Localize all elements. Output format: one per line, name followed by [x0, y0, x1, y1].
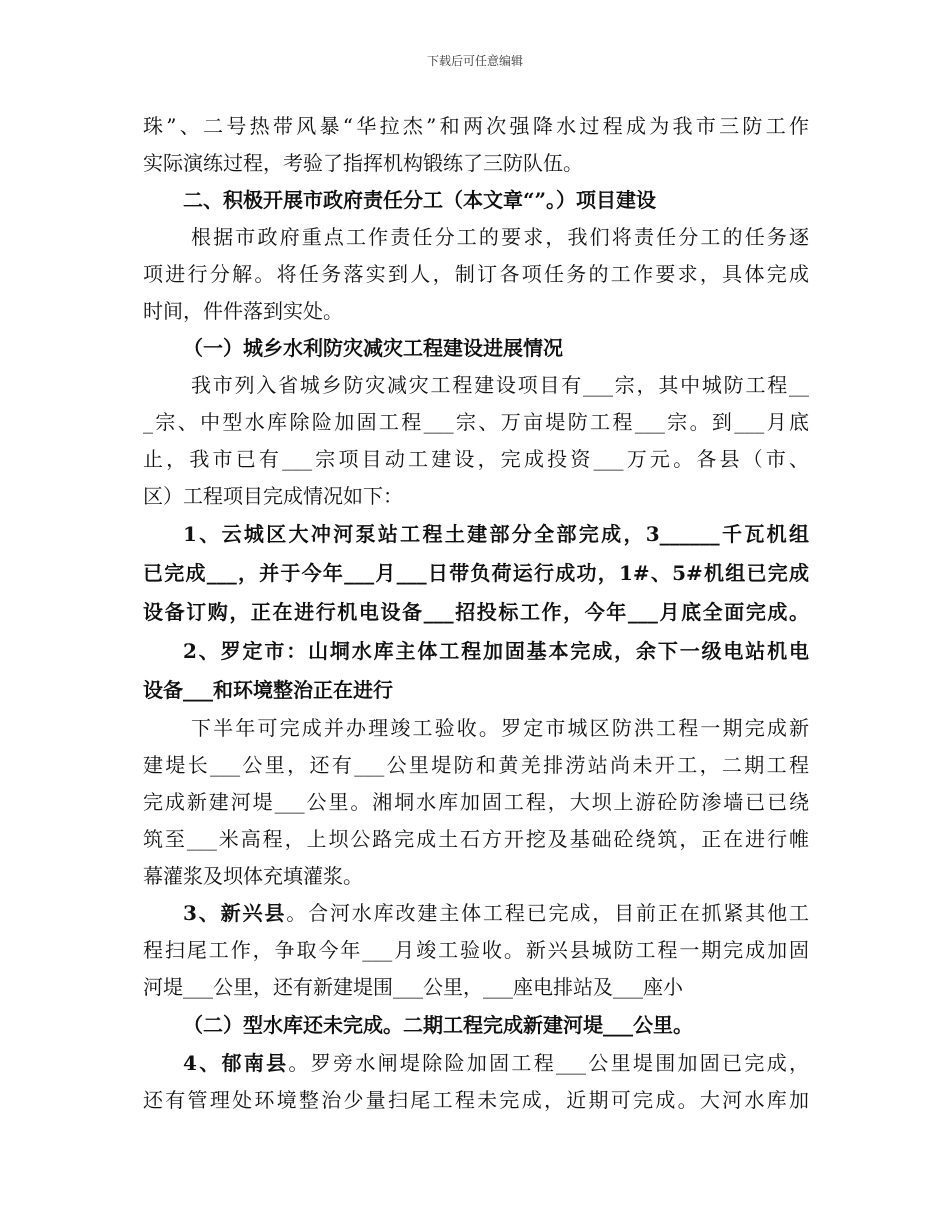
text-line: 河堤___公里，还有新建堤围___公里，___座电排站及___座小 [143, 975, 683, 999]
text-line: 还有管理处环境整治少量扫尾工程未完成，近期可完成。大河水库加 [143, 1088, 809, 1112]
bold-lead: 4、郁南县 [183, 1051, 289, 1075]
text-line: 实际演练过程，考验了指挥机构锻练了三防队伍。 [143, 151, 583, 175]
text-line: 区）工程项目完成情况如下： [143, 484, 403, 508]
text-line: 完成新建河堤___公里。湘垌水库加固工程，大坝上游砼防渗墙已已绕 [143, 790, 809, 814]
text-line: 项进行分解。将任务落实到人，制订各项任务的工作要求，具体完成 [143, 262, 809, 286]
text-line: 3、新兴县。合河水库改建主体工程已完成，目前正在抓紧其他工 [183, 901, 809, 925]
text-line: 幕灌浆及坝体充填灌浆。 [143, 864, 363, 888]
text-line: 筑至___米高程，上坝公路完成土石方开挖及基础砼绕筑，正在进行帷 [143, 827, 809, 851]
text-line: 建堤长___公里，还有___公里堤防和黄羌排涝站尚未开工，二期工程 [143, 753, 809, 777]
text-line: 止，我市已有___宗项目动工建设，完成投资___万元。各县（市、 [143, 447, 809, 471]
text-line: （二）型水库还未完成。二期工程完成新建河堤___公里。 [183, 1013, 693, 1037]
text-line: 已完成___，并于今年___月___日带负荷运行成功，1#、5#机组已完成 [143, 561, 809, 585]
text-line: （一）城乡水利防灾减灾工程建设进展情况 [183, 336, 563, 360]
text-line: _宗、中型水库除险加固工程___宗、万亩堤防工程___宗。到___月底 [143, 410, 809, 434]
page-header: 下载后可任意编辑 [426, 54, 523, 68]
text-line: 设备订购，正在进行机电设备___招投标工作，今年___月底全面完成。 [143, 600, 809, 624]
bold-lead: 3、新兴县 [183, 901, 287, 925]
text-line: 4、郁南县。罗旁水闸堤除险加固工程___公里堤围加固已完成， [183, 1051, 809, 1075]
text-line: 程扫尾工作，争取今年___月竣工验收。新兴县城防工程一期完成加固 [143, 938, 809, 962]
document-body [143, 108, 809, 1119]
text-line: 珠”、二号热带风暴“华拉杰”和两次强降水过程成为我市三防工作 [143, 114, 809, 138]
text-line: 设备___和环境整治正在进行 [143, 678, 393, 702]
text-line: 下半年可完成并办理竣工验收。罗定市城区防洪工程一期完成新 [191, 716, 809, 740]
text-line: 时间，件件落到实处。 [143, 299, 343, 323]
text-line: 二、积极开展市政府责任分工（本文章“”。）项目建设 [183, 188, 657, 212]
text-line: 根据市政府重点工作责任分工的要求，我们将责任分工的任务逐 [191, 225, 809, 249]
text-line: 2、罗定市：山垌水库主体工程加固基本完成，余下一级电站机电 [183, 639, 809, 663]
text-line: 我市列入省城乡防灾减灾工程建设项目有___宗，其中城防工程__ [191, 373, 809, 397]
text-line: 1、云城区大冲河泵站工程土建部分全部完成，3______千瓦机组 [183, 522, 809, 546]
